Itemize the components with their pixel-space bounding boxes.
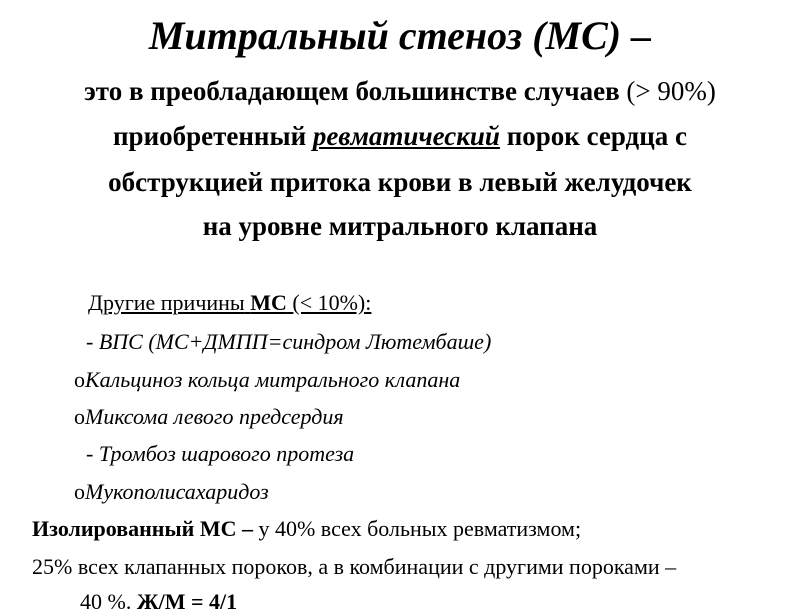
cause-item: [74, 366, 460, 394]
cause-item-text: Мукополисахаридоз: [85, 479, 269, 504]
cause-item-text: Кальциноз кольца митрального клапана: [85, 367, 461, 392]
definition-line-1: [0, 75, 800, 107]
isolated-ms-label: Изолированный МС –: [32, 516, 253, 541]
valve-defects-percent-line: 25% всех клапанных пороков, а в комбинации с другими пороками –: [32, 554, 677, 579]
isolated-ms-line: [32, 515, 581, 543]
other-causes-heading-ms: МС: [250, 290, 287, 315]
dash-marker: -: [86, 329, 99, 354]
other-causes-heading-percent: (< 10%): [292, 290, 366, 315]
cause-item: [74, 403, 344, 431]
cause-item-text: Тромбоз шарового протеза: [98, 441, 355, 466]
definition-line-4: на уровне митрального клапана: [202, 211, 598, 241]
definition-percent: (> 90%): [626, 76, 716, 106]
definition-line-2-pre: приобретенный: [113, 121, 307, 151]
sex-ratio: Ж/М = 4/1: [136, 589, 238, 614]
cause-item: [86, 440, 354, 468]
cause-item-text: Миксома левого предсердия: [85, 404, 344, 429]
dash-marker: -: [86, 441, 99, 466]
circle-bullet-marker: o: [74, 367, 85, 392]
circle-bullet-marker: o: [74, 404, 85, 429]
cause-item: [74, 478, 269, 506]
rheumatic-term: ревматический: [312, 121, 500, 151]
sex-ratio-line: [80, 588, 237, 616]
other-causes-heading-pre: Другие причины: [88, 290, 245, 315]
definition-line-2: [0, 120, 800, 152]
definition-line-2-post: порок сердца с: [506, 121, 687, 151]
cause-item-text: ВПС (МС+ДМПП=синдром Лютембаше): [98, 329, 492, 354]
other-causes-heading-colon: :: [365, 290, 372, 315]
definition-line-1-main: это в преобладающем большинстве случаев: [84, 76, 620, 106]
slide-title: Митральный стеноз (МС) –: [148, 13, 652, 58]
combined-percent: 40 %.: [80, 589, 132, 614]
cause-item: [86, 328, 491, 356]
other-causes-heading: [88, 289, 371, 317]
circle-bullet-marker: o: [74, 479, 85, 504]
isolated-ms-text: у 40% всех больных ревматизмом;: [252, 516, 582, 541]
definition-line-3: обструкцией притока крови в левый желудочек: [108, 167, 692, 197]
